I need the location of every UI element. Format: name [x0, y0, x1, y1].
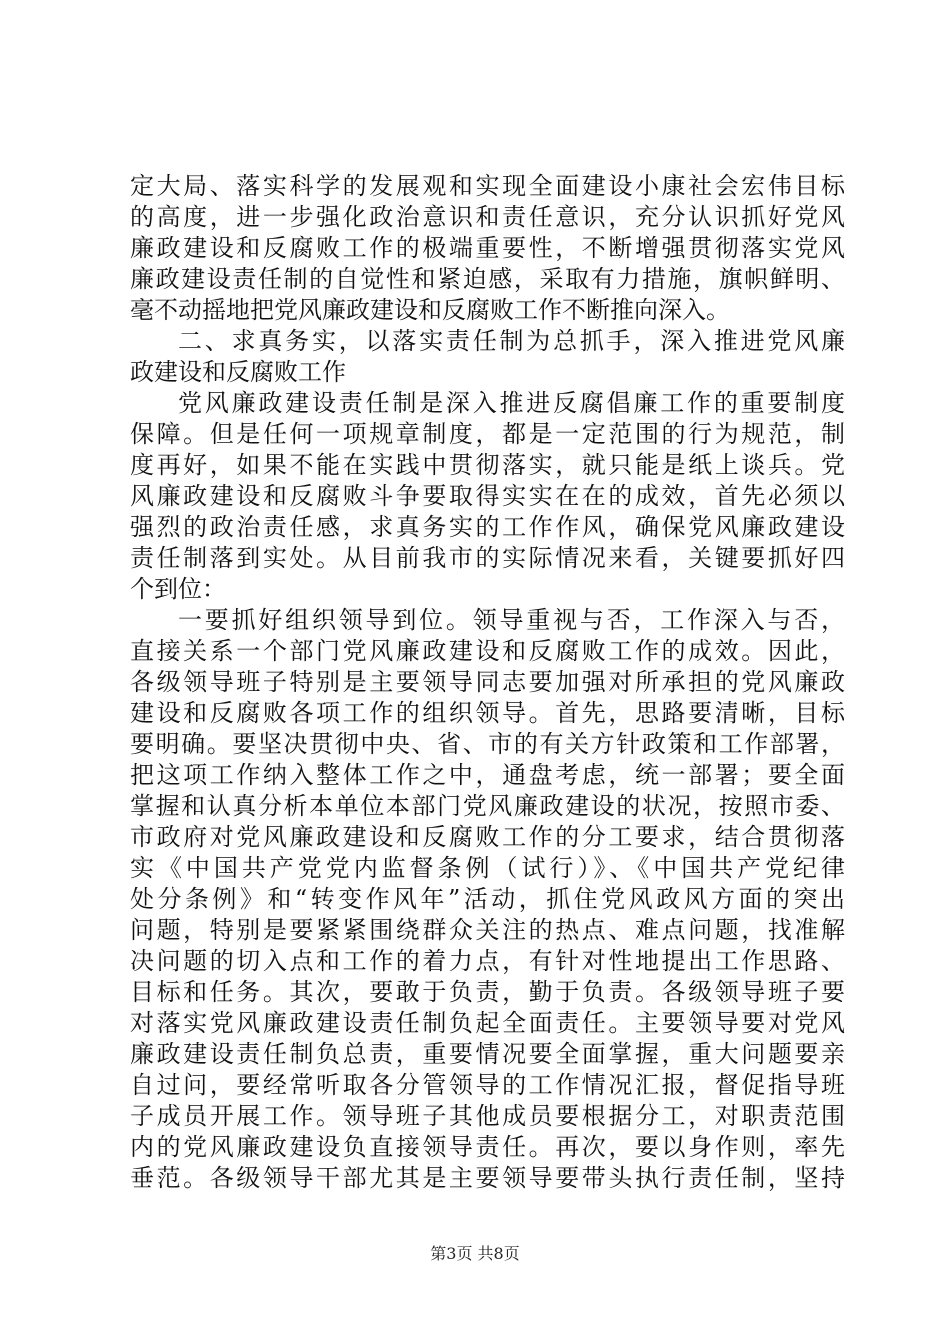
text-line: 掌握和认真分析本单位本部门党风廉政建设的状况，按照市委、: [130, 792, 845, 820]
text-line: 市政府对党风廉政建设和反腐败工作的分工要求，结合贯彻落: [130, 823, 845, 851]
document-body: [130, 171, 845, 1194]
text-line: 直接关系一个部门党风廉政建设和反腐败工作的成效。因此，: [130, 637, 845, 665]
text-line: 党风廉政建设责任制是深入推进反腐倡廉工作的重要制度: [178, 389, 845, 417]
text-line: 子成员开展工作。领导班子其他成员要根据分工，对职责范围: [130, 1102, 845, 1130]
text-line: 二、求真务实，以落实责任制为总抓手，深入推进党风廉: [178, 327, 845, 355]
text-line: 廉政建设责任制的自觉性和紧迫感，采取有力措施，旗帜鲜明、: [130, 265, 845, 293]
text-line: 度再好，如果不能在实践中贯彻落实，就只能是纸上谈兵。党: [130, 451, 845, 479]
text-line: 各级领导班子特别是主要领导同志要加强对所承担的党风廉政: [130, 668, 845, 696]
text-line: 实《中国共产党党内监督条例（试行）》、《中国共产党纪律: [130, 854, 845, 882]
text-line: 政建设和反腐败工作: [130, 358, 346, 386]
text-line: 风廉政建设和反腐败斗争要取得实实在在的成效，首先必须以: [130, 482, 845, 510]
text-line: 内的党风廉政建设负直接领导责任。再次，要以身作则，率先: [130, 1133, 845, 1161]
text-line: 对落实党风廉政建设责任制负起全面责任。主要领导要对党风: [130, 1009, 845, 1037]
text-line: 自过问，要经常听取各分管领导的工作情况汇报，督促指导班: [130, 1071, 845, 1099]
text-line: 廉政建设和反腐败工作的极端重要性，不断增强贯彻落实党风: [130, 234, 845, 262]
text-line: 的高度，进一步强化政治意识和责任意识，充分认识抓好党风: [130, 203, 845, 231]
text-line: 保障。但是任何一项规章制度，都是一定范围的行为规范，制: [130, 420, 845, 448]
page-footer: 第3页 共8页: [430, 1244, 520, 1263]
text-line: 把这项工作纳入整体工作之中，通盘考虑，统一部署；要全面: [130, 761, 845, 789]
text-line: 问题，特别是要紧紧围绕群众关注的热点、难点问题，找准解: [130, 916, 845, 944]
text-line: 定大局、落实科学的发展观和实现全面建设小康社会宏伟目标: [130, 172, 845, 200]
text-line: 要明确。要坚决贯彻中央、省、市的有关方针政策和工作部署，: [130, 730, 845, 758]
text-line: 决问题的切入点和工作的着力点，有针对性地提出工作思路、: [130, 947, 845, 975]
text-line: 毫不动摇地把党风廉政建设和反腐败工作不断推向深入。: [130, 296, 730, 324]
text-line: 强烈的政治责任感，求真务实的工作作风，确保党风廉政建设: [130, 513, 845, 541]
text-line: 责任制落到实处。从目前我市的实际情况来看，关键要抓好四: [130, 544, 845, 572]
text-line: 一要抓好组织领导到位。领导重视与否，工作深入与否，: [178, 606, 845, 634]
text-line: 个到位：: [130, 575, 226, 603]
text-line: 建设和反腐败各项工作的组织领导。首先，思路要清晰，目标: [130, 699, 845, 727]
text-line: 处分条例》和“转变作风年”活动，抓住党风政风方面的突出: [130, 885, 845, 913]
text-line: 垂范。各级领导干部尤其是主要领导要带头执行责任制，坚持: [130, 1164, 845, 1192]
text-line: 目标和任务。其次，要敢于负责，勤于负责。各级领导班子要: [130, 978, 845, 1006]
text-line: 廉政建设责任制负总责，重要情况要全面掌握，重大问题要亲: [130, 1040, 845, 1068]
